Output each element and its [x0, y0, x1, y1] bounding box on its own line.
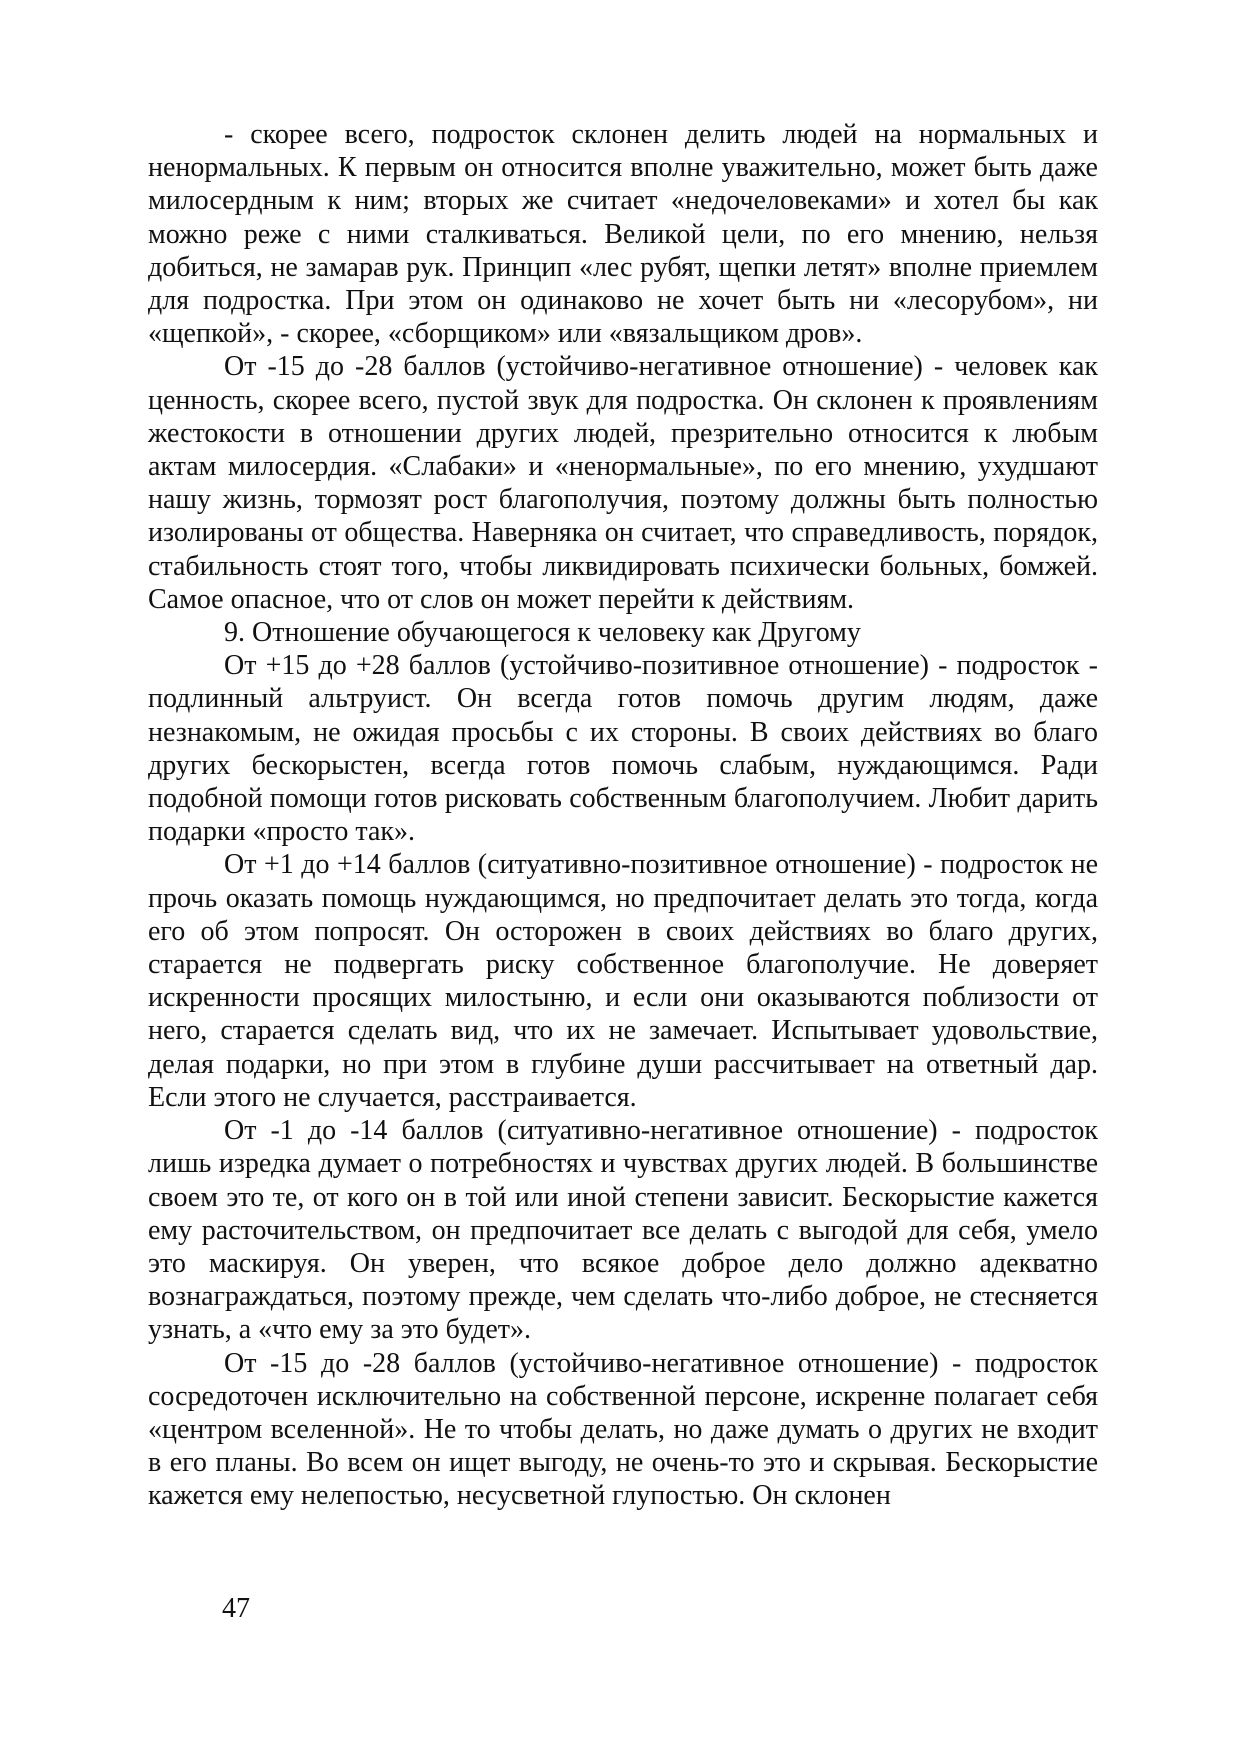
- page-number: 47: [222, 1593, 250, 1624]
- paragraph-negative-situational: От -1 до -14 баллов (ситуативно-негативное отношение) - подросток лишь изредка думает о потребностях и чувствах других людей. В большинстве своем это те, от кого он в той или иной степени зависит. Бескорыстие кажется ему расточительством, он предпочитает все делать с выгодой для себя, умело это маскируя. Он уверен, что всякое доброе дело должно адекватно вознаграждаться, поэтому прежде, чем сделать что-либо доброе, не стесняется узнать, а «что ему за это будет».: [148, 1115, 1098, 1346]
- paragraph-positive-stable: От +15 до +28 баллов (устойчиво-позитивное отношение) - подросток - подлинный альтруист. Он всегда готов помочь другим людям, даже незнакомым, не ожидая просьбы с их стороны. В своих действиях во благо других бескорыстен, всегда готов помочь слабым, нуждающимся. Ради подобной помощи готов рисковать собственным благополучием. Любит дарить подарки «просто так».: [148, 650, 1098, 848]
- paragraph-negative-stable-human-value: От -15 до -28 баллов (устойчиво-негативное отношение) - человек как ценность, скорее всего, пустой звук для подростка. Он склонен к проявлениям жестокости в отношении других людей, презрительно относится к любым актам милосердия. «Слабаки» и «ненормальные», по его мнению, ухудшают нашу жизнь, тормозят рост благополучия, поэтому должны быть полностью изолированы от общества. Наверняка он считает, что справедливость, порядок, стабильность стоят того, чтобы ликвидировать психически больных, бомжей. Самое опасное, что от слов он может перейти к действиям.: [148, 351, 1098, 615]
- body-text: [148, 118, 1098, 1513]
- section-heading-other: 9. Отношение обучающегося к человеку как Другому: [224, 617, 861, 649]
- paragraph-negative-stable: От -15 до -28 баллов (устойчиво-негативное отношение) - подросток сосредоточен исключительно на собственной персоне, искренне полагает себя «центром вселенной». Не то чтобы делать, но даже думать о других не входит в его планы. Во всем он ищет выгоду, не очень-то это и скрывая. Бескорыстие кажется ему нелепостью, несусветной глупостью. Он склонен: [148, 1347, 1098, 1512]
- paragraph-positive-situational: От +1 до +14 баллов (ситуативно-позитивное отношение) - подросток не прочь оказать помощь нуждающимся, но предпочитает делать это тогда, когда его об этом попросят. Он осторожен в своих действиях во благо других, старается не подвергать риску собственное благополучие. Не доверяет искренности просящих милостыню, и если они оказываются поблизости от него, старается сделать вид, что их не замечает. Испытывает удовольствие, делая подарки, но при этом в глубине души рассчитывает на ответный дар. Если этого не случается, расстраивается.: [148, 849, 1098, 1113]
- paragraph-continuation: - скорее всего, подросток склонен делить людей на нормальных и ненормальных. К первым он относится вполне уважительно, может быть даже милосердным к ним; вторых же считает «недочеловеками» и хотел бы как можно реже с ними сталкиваться. Великой цели, по его мнению, нельзя добиться, не замарав рук. Принцип «лес рубят, щепки летят» вполне приемлем для подростка. При этом он одинаково не хочет быть ни «лесорубом», ни «щепкой», - скорее, «сборщиком» или «вязальщиком дров».: [148, 119, 1098, 350]
